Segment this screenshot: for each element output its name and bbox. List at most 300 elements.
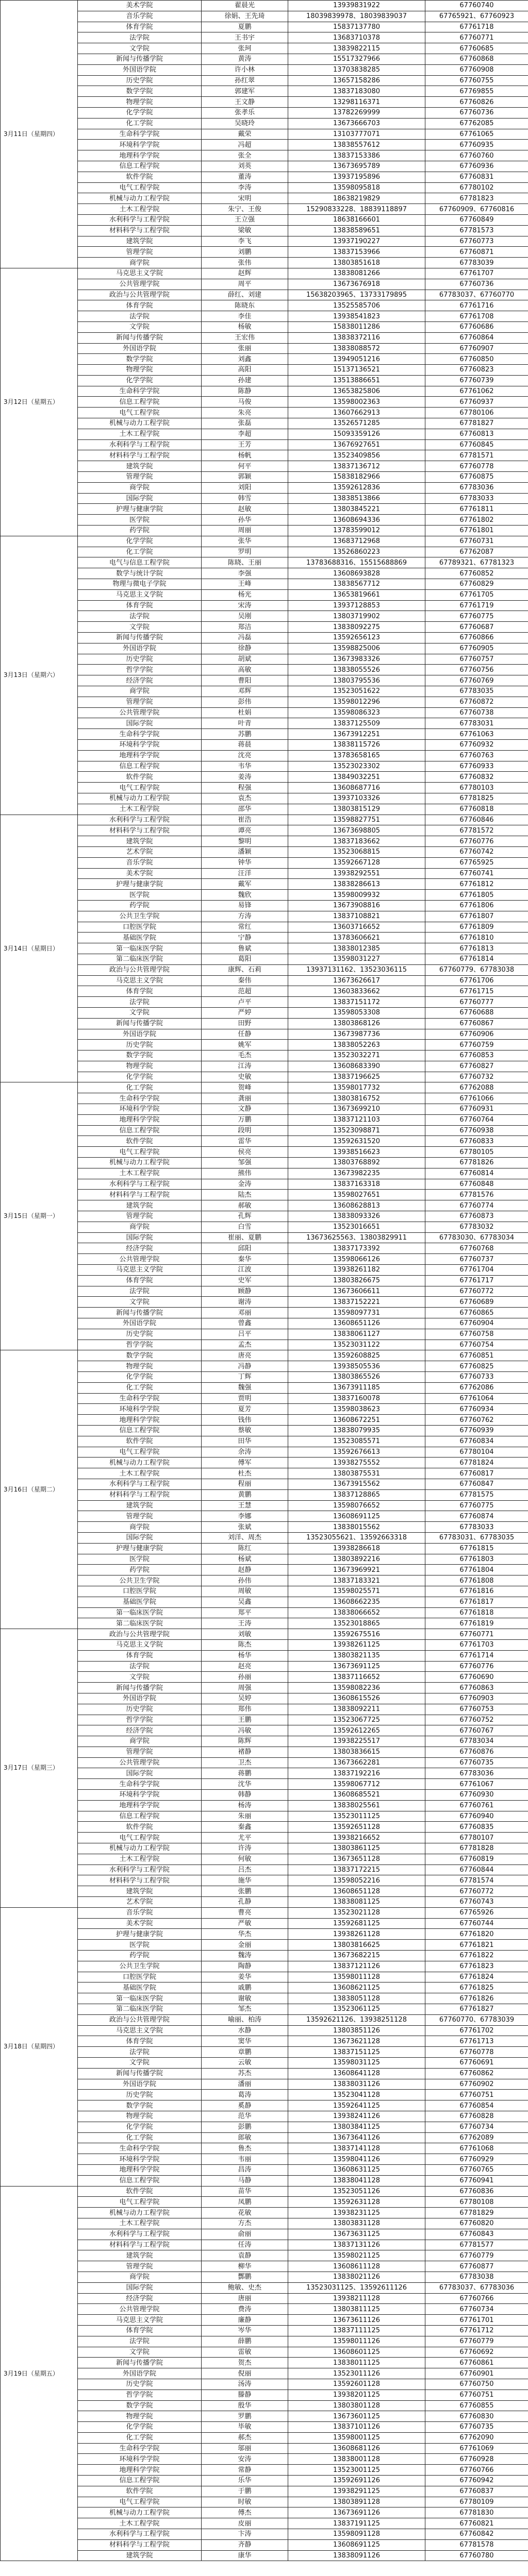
unit-cell: 机械与动力工程学院 [78, 793, 202, 804]
unit-cell: 体育学院 [78, 986, 202, 997]
unit-cell: 信息工程学院 [78, 1425, 202, 1436]
roster-row [1, 2411, 528, 2422]
roster-row [1, 2293, 528, 2304]
name-cell: 杨帆 [202, 450, 288, 461]
roster-row [1, 172, 528, 182]
name-cell: 乐华 [202, 2476, 288, 2486]
phone-cell: 13608611128 [288, 2261, 425, 2272]
phone-cell: 13608691125 [288, 2539, 425, 2550]
name-cell: 冯敏 [202, 1725, 288, 1736]
roster-row [1, 2368, 528, 2379]
roster-row [1, 354, 528, 365]
phone-cell: 13803865526 [288, 1372, 425, 1383]
name-cell: 曾鑫 [202, 1318, 288, 1329]
office-cell: 67760850 [425, 354, 528, 365]
office-cell: 67760737 [425, 1254, 528, 1265]
office-cell: 67781825 [425, 793, 528, 804]
office-cell: 67783033 [425, 493, 528, 504]
name-cell: 酆鹏 [202, 2272, 288, 2282]
office-cell: 67760750 [425, 2379, 528, 2389]
unit-cell: 信息工程学院 [78, 161, 202, 172]
office-cell: 67760736 [425, 107, 528, 118]
unit-cell: 体育学院 [78, 1275, 202, 1286]
roster-row [1, 1211, 528, 1222]
name-cell: 李超 [202, 429, 288, 439]
office-cell: 67760779、67783038 [425, 964, 528, 975]
name-cell: 陈红 [202, 1543, 288, 1554]
roster-row [1, 1404, 528, 1415]
phone-cell: 13837192216 [288, 1768, 425, 1779]
unit-cell: 新闻与传播学院 [78, 54, 202, 64]
name-cell: 魏强 [202, 1382, 288, 1393]
roster-row [1, 2004, 528, 2015]
unit-cell: 公共卫生学院 [78, 1961, 202, 1972]
roster-row [1, 783, 528, 793]
roster-row [1, 482, 528, 493]
phone-cell: 13803851618 [288, 258, 425, 268]
office-cell: 67762088 [425, 1082, 528, 1093]
roster-row [1, 2122, 528, 2132]
phone-cell: 13298116371 [288, 97, 425, 108]
name-cell: 方杰 [202, 2218, 288, 2229]
phone-cell: 13598017732 [288, 1082, 425, 1093]
unit-cell: 化工学院 [78, 1082, 202, 1093]
office-cell: 67761821 [425, 1940, 528, 1951]
name-cell: 董涛 [202, 172, 288, 182]
office-cell: 67760690 [425, 1672, 528, 1683]
name-cell: 李飞 [202, 236, 288, 247]
name-cell: 薛鹏 [202, 2336, 288, 2347]
roster-row [1, 1500, 528, 1511]
phone-cell: 13673911185 [288, 1382, 425, 1393]
name-cell: 朱亮 [202, 408, 288, 418]
name-cell: 王芳 [202, 439, 288, 450]
office-cell: 67781574 [425, 1875, 528, 1886]
unit-cell: 软件学院 [78, 172, 202, 182]
phone-cell: 13598012296 [288, 697, 425, 707]
roster-row [1, 1479, 528, 1489]
unit-cell: 医学院 [78, 890, 202, 901]
unit-cell: 物理学院 [78, 2111, 202, 2122]
roster-row [1, 1736, 528, 1747]
name-cell: 钱伟 [202, 1415, 288, 1426]
roster-row [1, 54, 528, 64]
roster-row [1, 1318, 528, 1329]
unit-cell: 物理学院 [78, 97, 202, 108]
unit-cell: 土木工程学院 [78, 1468, 202, 1479]
unit-cell: 土木工程学院 [78, 2218, 202, 2229]
unit-cell: 政治与公共管理学院 [78, 2014, 202, 2025]
name-cell: 周敏 [202, 1586, 288, 1597]
roster-row [1, 890, 528, 901]
office-cell: 67761810 [425, 933, 528, 943]
roster-row [1, 140, 528, 150]
office-cell: 67783031、67783035 [425, 1532, 528, 1543]
roster-row [1, 1940, 528, 1951]
phone-cell: 13598091128 [288, 2529, 425, 2540]
roster-row [1, 2550, 528, 2561]
office-cell: 67761068 [425, 2143, 528, 2154]
name-cell: 郭颖 [202, 472, 288, 483]
office-cell: 67760936 [425, 161, 528, 172]
unit-cell: 法学院 [78, 997, 202, 1008]
office-cell: 67760851 [425, 1350, 528, 1361]
phone-cell: 13949051216 [288, 354, 425, 365]
office-cell: 67760830 [425, 2411, 528, 2422]
phone-cell: 13608601125 [288, 2347, 425, 2358]
roster-row [1, 161, 528, 172]
phone-cell: 13673698805 [288, 825, 425, 836]
office-cell: 67761815 [425, 1543, 528, 1554]
unit-cell: 历史学院 [78, 1704, 202, 1715]
roster-row [1, 97, 528, 108]
roster-row [1, 611, 528, 622]
unit-cell: 电气工程学院 [78, 408, 202, 418]
roster-row [1, 2132, 528, 2143]
name-cell: 顾静 [202, 1286, 288, 1297]
phone-cell: 13653825806 [288, 386, 425, 397]
phone-cell: 13839822115 [288, 43, 425, 54]
roster-row [1, 2518, 528, 2529]
name-cell: 安涛 [202, 2454, 288, 2465]
phone-cell: 13598021125 [288, 2250, 425, 2261]
roster-row [1, 1790, 528, 1801]
roster-row [1, 2090, 528, 2100]
date-cell: 3月16日（星期二） [1, 1350, 78, 1629]
roster-row [1, 933, 528, 943]
roster-row [1, 997, 528, 1008]
roster-row [1, 654, 528, 665]
name-cell: 田野 [202, 1018, 288, 1029]
phone-cell: 13523085571 [288, 1436, 425, 1447]
office-cell: 67760741 [425, 868, 528, 879]
phone-cell: 13673676918 [288, 279, 425, 290]
office-cell: 67760931 [425, 1104, 528, 1115]
phone-cell: 13837151125 [288, 2047, 425, 2058]
name-cell: 刘洋、周杰 [202, 1532, 288, 1543]
office-cell: 67762089 [425, 2132, 528, 2143]
office-cell: 67761708 [425, 311, 528, 322]
roster-row [1, 1361, 528, 1372]
name-cell: 凤鹏 [202, 2197, 288, 2208]
office-cell: 67760772 [425, 1286, 528, 1297]
name-cell: 田华 [202, 1436, 288, 1447]
unit-cell: 管理学院 [78, 2261, 202, 2272]
office-cell: 67760763 [425, 750, 528, 761]
roster-row [1, 2197, 528, 2208]
office-cell: 67761814 [425, 954, 528, 964]
unit-cell: 外国语学院 [78, 1318, 202, 1329]
phone-cell: 13838081125 [288, 1897, 425, 1908]
name-cell: 吕平 [202, 1329, 288, 1340]
office-cell: 67760844 [425, 1865, 528, 1875]
phone-cell: 13837131126 [288, 2240, 425, 2250]
office-cell: 67762090 [425, 2432, 528, 2443]
unit-cell: 护理与健康学院 [78, 1543, 202, 1554]
name-cell: 马俊 [202, 397, 288, 408]
phone-cell: 13838093326 [288, 1211, 425, 1222]
name-cell: 傅杰 [202, 2507, 288, 2518]
name-cell: 严婷 [202, 1007, 288, 1018]
roster-row [1, 1468, 528, 1479]
phone-cell: 13598025571 [288, 1586, 425, 1597]
office-cell: 67760873 [425, 1211, 528, 1222]
roster-row [1, 954, 528, 964]
roster-row [1, 2047, 528, 2058]
office-cell: 67761706 [425, 975, 528, 986]
phone-cell: 13837141128 [288, 2143, 425, 2154]
roster-row [1, 2036, 528, 2047]
roster-row [1, 772, 528, 783]
unit-cell: 法学院 [78, 32, 202, 43]
name-cell: 严敏 [202, 1918, 288, 1929]
name-cell: 郝杰 [202, 2432, 288, 2443]
name-cell: 李强 [202, 568, 288, 579]
name-cell: 赵辉 [202, 268, 288, 279]
phone-cell: 13673621128 [288, 2036, 425, 2047]
office-cell: 67760691 [425, 2058, 528, 2069]
phone-cell: 13673666703 [288, 118, 425, 129]
unit-cell: 公共管理学院 [78, 1254, 202, 1265]
phone-cell: 13938292551 [288, 868, 425, 879]
roster-row [1, 557, 528, 568]
name-cell: 段明 [202, 1125, 288, 1136]
roster-row [1, 2175, 528, 2186]
unit-cell: 经济学院 [78, 2293, 202, 2304]
unit-cell: 法学院 [78, 611, 202, 622]
phone-cell: 13608693828 [288, 568, 425, 579]
roster-row [1, 1222, 528, 1232]
office-cell: 67761067 [425, 1779, 528, 1790]
name-cell: 邱阳 [202, 1243, 288, 1254]
name-cell: 倪丽 [202, 2368, 288, 2379]
unit-cell: 音乐学院 [78, 1907, 202, 1918]
name-cell: 施华 [202, 1875, 288, 1886]
office-cell: 67760827 [425, 1061, 528, 1072]
unit-cell: 建筑学院 [78, 461, 202, 472]
phone-cell: 13598827751 [288, 815, 425, 825]
office-cell: 67760853 [425, 1050, 528, 1061]
unit-cell: 水利科学与工程学院 [78, 1865, 202, 1875]
phone-cell: 13598002363 [288, 397, 425, 408]
unit-cell: 体育学院 [78, 1650, 202, 1661]
roster-row [1, 11, 528, 22]
roster-row [1, 1340, 528, 1350]
phone-cell: 13937131162、13523036115 [288, 964, 425, 975]
unit-cell: 软件学院 [78, 2486, 202, 2497]
unit-cell: 建筑学院 [78, 1500, 202, 1511]
name-cell: 王书宇 [202, 32, 288, 43]
unit-cell: 历史学院 [78, 2379, 202, 2389]
unit-cell: 地理科学学院 [78, 1415, 202, 1426]
phone-cell: 13938241126 [288, 2111, 425, 2122]
roster-row [1, 1951, 528, 1961]
unit-cell: 信息工程学院 [78, 2476, 202, 2486]
unit-cell: 口腔医学院 [78, 922, 202, 933]
name-cell: 张珂 [202, 43, 288, 54]
phone-cell: 13598082236 [288, 1683, 425, 1693]
roster-row [1, 2154, 528, 2165]
office-cell: 67760846 [425, 815, 528, 825]
office-cell: 67781830 [425, 2507, 528, 2518]
name-cell: 吴婷 [202, 1693, 288, 1704]
phone-cell: 18039839978、18039839037 [288, 11, 425, 22]
roster-row [1, 107, 528, 118]
unit-cell: 机械与动力工程学院 [78, 418, 202, 429]
roster-row [1, 911, 528, 922]
unit-cell: 哲学学院 [78, 2389, 202, 2400]
roster-row [1, 472, 528, 483]
roster-row [1, 515, 528, 526]
name-cell: 高阳 [202, 365, 288, 376]
name-cell: 文静 [202, 1104, 288, 1115]
unit-cell: 医学院 [78, 1940, 202, 1951]
phone-cell: 13673601125 [288, 2411, 425, 2422]
name-cell: 于鹏 [202, 2486, 288, 2497]
phone-cell: 15517327966 [288, 54, 425, 64]
name-cell: 徐娟、王先琦 [202, 11, 288, 22]
phone-cell: 13673626617 [288, 975, 425, 986]
unit-cell: 管理学院 [78, 1211, 202, 1222]
office-cell: 67760752 [425, 1715, 528, 1725]
unit-cell: 电气工程学院 [78, 2197, 202, 2208]
unit-cell: 医学院 [78, 1554, 202, 1565]
office-cell: 67760901 [425, 2368, 528, 2379]
name-cell: 江波 [202, 1265, 288, 1276]
phone-cell: 13523011126 [288, 2368, 425, 2379]
roster-row [1, 1104, 528, 1115]
unit-cell: 经济学院 [78, 675, 202, 686]
phone-cell: 13598053308 [288, 1007, 425, 1018]
roster-row [1, 1190, 528, 1200]
unit-cell: 政治与公共管理学院 [78, 1629, 202, 1640]
office-cell: 67789321、67781323 [425, 557, 528, 568]
phone-cell: 13608621125 [288, 1982, 425, 1993]
office-cell: 67760902 [425, 2079, 528, 2090]
office-cell: 67760778 [425, 2047, 528, 2058]
name-cell: 韦丽 [202, 2154, 288, 2165]
unit-cell: 物理学院 [78, 1061, 202, 1072]
office-cell: 67760686 [425, 321, 528, 332]
unit-cell: 国际学院 [78, 493, 202, 504]
phone-cell: 13837111125 [288, 2325, 425, 2336]
phone-cell: 13803836615 [288, 1747, 425, 1757]
phone-cell: 13598027651 [288, 1190, 425, 1200]
name-cell: 邹杰 [202, 2004, 288, 2015]
name-cell: 罗明 [202, 547, 288, 557]
name-cell: 万鹏 [202, 1114, 288, 1125]
roster-row [1, 2218, 528, 2229]
phone-cell: 13673908816 [288, 900, 425, 911]
name-cell: 蒋晨 [202, 739, 288, 750]
unit-cell: 艺术学院 [78, 846, 202, 857]
unit-cell: 信息工程学院 [78, 1125, 202, 1136]
office-cell: 67762087 [425, 547, 528, 557]
office-cell: 67761069 [425, 2443, 528, 2454]
roster-row [1, 2068, 528, 2079]
unit-cell: 数学学院 [78, 2100, 202, 2111]
phone-cell: 13837191125 [288, 2518, 425, 2529]
roster-row [1, 804, 528, 815]
roster-row [1, 1082, 528, 1093]
unit-cell: 外国语学院 [78, 2079, 202, 2090]
roster-row [1, 1972, 528, 1982]
name-cell: 戴军 [202, 879, 288, 890]
unit-cell: 生命科学学院 [78, 2443, 202, 2454]
name-cell: 马静 [202, 2175, 288, 2186]
phone-cell: 15838182966 [288, 472, 425, 483]
unit-cell: 护理与健康学院 [78, 504, 202, 515]
unit-cell: 马克思主义学院 [78, 589, 202, 600]
phone-cell: 13938216652 [288, 1833, 425, 1843]
office-cell: 67761803 [425, 1554, 528, 1565]
unit-cell: 历史学院 [78, 75, 202, 86]
phone-cell: 13938505536 [288, 1361, 425, 1372]
name-cell: 康辉、石莉 [202, 964, 288, 975]
phone-cell: 13598031125 [288, 2058, 425, 2069]
roster-row [1, 504, 528, 515]
phone-cell: 13837151172 [288, 997, 425, 1008]
name-cell: 卫杰 [202, 1757, 288, 1768]
unit-cell: 数学学院 [78, 1350, 202, 1361]
office-cell: 67760864 [425, 332, 528, 343]
phone-cell: 13523021128 [288, 1907, 425, 1918]
unit-cell: 环境科学学院 [78, 739, 202, 750]
phone-cell: 13803768892 [288, 1158, 425, 1168]
phone-cell: 15137136521 [288, 365, 425, 376]
phone-cell: 13849032251 [288, 772, 425, 783]
phone-cell: 13523067725 [288, 1715, 425, 1725]
unit-cell: 国际学院 [78, 718, 202, 729]
office-cell: 67760937 [425, 397, 528, 408]
unit-cell: 公共管理学院 [78, 1757, 202, 1768]
unit-cell: 经济学院 [78, 1243, 202, 1254]
roster-row [1, 2476, 528, 2486]
unit-cell: 第二临床医学院 [78, 2004, 202, 2015]
roster-row [1, 922, 528, 933]
name-cell: 孙建 [202, 375, 288, 386]
office-cell: 67760757 [425, 654, 528, 665]
roster-row [1, 214, 528, 225]
office-cell: 67760687 [425, 622, 528, 633]
roster-row [1, 1768, 528, 1779]
phone-cell: 13938261125 [288, 1639, 425, 1650]
roster-row [1, 1329, 528, 1340]
office-cell: 67761702 [425, 2025, 528, 2036]
name-cell: 王峰 [202, 579, 288, 590]
phone-cell: 13938516623 [288, 1147, 425, 1158]
unit-cell: 土木工程学院 [78, 804, 202, 815]
office-cell: 67760742 [425, 846, 528, 857]
roster-row [1, 1661, 528, 1672]
phone-cell: 13837108821 [288, 911, 425, 922]
phone-cell: 13526571285 [288, 418, 425, 429]
phone-cell: 13676927651 [288, 439, 425, 450]
name-cell: 郝敏 [202, 1200, 288, 1211]
office-cell: 67781829 [425, 2208, 528, 2218]
office-cell: 67760778 [425, 461, 528, 472]
office-cell: 67783035 [425, 686, 528, 697]
office-cell: 67761819 [425, 1618, 528, 1629]
unit-cell: 第二临床医学院 [78, 954, 202, 964]
name-cell: 常红 [202, 922, 288, 933]
office-cell: 67760929 [425, 2154, 528, 2165]
roster-row [1, 408, 528, 418]
phone-cell: 13526860223 [288, 547, 425, 557]
office-cell: 67760871 [425, 247, 528, 258]
office-cell: 67760875 [425, 472, 528, 483]
name-cell: 柳华 [202, 2261, 288, 2272]
